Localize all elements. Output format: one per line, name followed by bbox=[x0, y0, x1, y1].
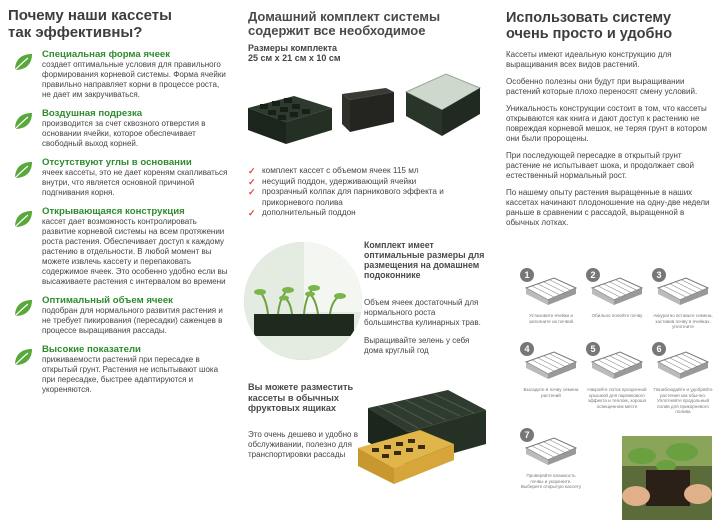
usage-step bbox=[520, 268, 582, 324]
feature-item bbox=[8, 295, 230, 336]
kit-item-label: дополнительный поддон bbox=[262, 208, 356, 217]
kit-product-image bbox=[246, 70, 482, 150]
kit-size-label: Размеры комплекта bbox=[248, 43, 337, 53]
feature-text: создает оптимальные условия для правильного формирования корневой системы. Форма ячейки правильно направляет корни в процессе роста, не дает им закручиваться. bbox=[42, 60, 226, 99]
step-badge: 5 bbox=[586, 342, 600, 356]
step-caption: Высадите в почву семена растений bbox=[523, 387, 579, 398]
leaf-icon bbox=[12, 346, 34, 368]
feature-text: производится за счет сквозного отверстия в основании ячейки, которое обеспечивает свободный выход корней. bbox=[42, 119, 206, 148]
step-badge: 4 bbox=[520, 342, 534, 356]
kit-item bbox=[248, 177, 488, 188]
usage-paragraph: При последующей пересадке в открытый грунт растение не испытывает шока, и продолжает свой естественный нормальный рост. bbox=[506, 151, 694, 180]
step-caption: Аккуратно вставьте семена, заставив почву в ячейках, уплотните bbox=[653, 313, 713, 330]
step-caption: Проверяйте влажность почвы и укорените. Выберите открытую кассету bbox=[520, 473, 582, 490]
kit-item bbox=[248, 208, 488, 219]
feature-item bbox=[8, 344, 230, 395]
check-icon: ✓ bbox=[248, 208, 256, 218]
feature-text: приживаемости растений при пересадке в открытый грунт. Растения не испытывают шока при пересадке, быстрее адаптируются и укореняются. bbox=[42, 355, 219, 394]
windowsill-text-2: Выращивайте зелень у себя дома круглый год bbox=[364, 336, 470, 355]
heading-why-effective: Почему наши кассеты так эффективны? bbox=[8, 7, 172, 41]
kit-item-label: прозрачный колпак для парникового эффекта и прикорневого полива bbox=[262, 187, 444, 207]
tray-with-lid bbox=[406, 74, 480, 136]
step-badge: 6 bbox=[652, 342, 666, 356]
kit-size-value: 25 см х 21 см х 10 см bbox=[248, 53, 341, 63]
feature-title: Открывающаяся конструкция bbox=[42, 206, 185, 217]
column-kit bbox=[240, 0, 490, 527]
cassette-strip bbox=[342, 88, 394, 132]
usage-paragraph: Кассеты имеют идеальную конструкцию для выращивания всех видов растений. bbox=[506, 50, 672, 69]
kit-item bbox=[248, 166, 488, 177]
windowsill-text-1: Объем ячеек достаточный для нормального роста большинства кулинарных трав. bbox=[364, 298, 481, 327]
crates-text: Это очень дешево и удобно в обслуживании, полезно для транспортировки рассады bbox=[248, 430, 358, 459]
step-caption: Установите ячейки и заполните их почвой bbox=[528, 313, 574, 324]
feature-title: Высокие показатели bbox=[42, 344, 141, 355]
feature-item bbox=[8, 157, 230, 198]
check-icon: ✓ bbox=[248, 166, 256, 176]
step-caption: Обильно полейте почву bbox=[591, 313, 643, 318]
usage-step bbox=[652, 342, 714, 415]
windowsill-heading: Комплект имеет оптимальные размеры для размещения на домашнем подоконнике bbox=[364, 240, 485, 280]
usage-paragraph: Уникальность конструкции состоит в том, что кассеты открываются как книга и дают доступ к растению не повреждая корневой мешок, не теряя грунт в котором они были пророщены. bbox=[506, 104, 707, 143]
feature-title: Воздушная подрезка bbox=[42, 108, 143, 119]
feature-item bbox=[8, 49, 230, 100]
feature-text: ячеек кассеты, это не дает кореням скапливаться внутри, что является основной причиной подгнивания корня. bbox=[42, 168, 228, 197]
step-badge: 2 bbox=[586, 268, 600, 282]
cassette-tray-1 bbox=[248, 96, 332, 144]
check-icon: ✓ bbox=[248, 187, 256, 197]
feature-text: кассет дает возможность контролировать развитие корневой системы на всем протяжении роста растения. Обеспечивает доступ к каждому растению в отдельности. В любой момент вы можете извлечь кассету и перепаковать содержимое ячеек. Это особенно удобно если вы высаживаете растения с интервалом во времени bbox=[42, 217, 228, 286]
feature-item bbox=[8, 108, 230, 149]
check-icon: ✓ bbox=[248, 176, 256, 187]
step-caption: Понаблюдайте и удобряйте растения как обычно. Уплотняйте продольный полив для прикорневого полива bbox=[653, 387, 713, 415]
usage-step bbox=[652, 268, 714, 330]
leaf-icon bbox=[12, 208, 34, 230]
usage-step bbox=[586, 342, 648, 409]
feature-title: Оптимальный объем ячеек bbox=[42, 295, 173, 306]
usage-step bbox=[520, 342, 582, 398]
column-why-effective bbox=[0, 0, 236, 527]
usage-step bbox=[586, 268, 648, 319]
crates-heading: Вы можете разместить кассеты в обычных фруктовых ящиках bbox=[248, 382, 354, 413]
kit-items-list bbox=[248, 166, 488, 219]
leaf-icon bbox=[12, 110, 34, 132]
step-badge: 1 bbox=[520, 268, 534, 282]
kit-item-label: несущий поддон, удерживающий ячейки bbox=[262, 176, 417, 186]
feature-title: Специальная форма ячеек bbox=[42, 49, 171, 60]
heading-kit: Домашний комплект системы содержит все необходимое bbox=[248, 9, 441, 38]
seedlings-image bbox=[244, 242, 362, 360]
step-badge: 3 bbox=[652, 268, 666, 282]
feature-title: Отсутствуют углы в основании bbox=[42, 157, 192, 168]
step-badge: 7 bbox=[520, 428, 534, 442]
leaf-icon bbox=[12, 297, 34, 319]
windowsill-photo bbox=[244, 242, 362, 360]
usage-paragraphs bbox=[506, 50, 712, 228]
heading-usage: Использовать систему очень просто и удобно bbox=[506, 10, 673, 42]
usage-step bbox=[520, 428, 582, 490]
step-caption: Накройте лоток прозрачной крышкой для парникового эффекта и теплом, хорошо освещенном месте bbox=[587, 387, 647, 409]
leaf-icon bbox=[12, 51, 34, 73]
leaf-icon bbox=[12, 159, 34, 181]
kit-item bbox=[248, 187, 488, 208]
feature-text: подобран для нормального развития растения и не требует пикирования (пересадки) саженцев в процессе выращивания рассады. bbox=[42, 306, 223, 335]
hands-planting-photo bbox=[622, 436, 712, 520]
usage-paragraph: Особенно полезны они будут при выращивании растений которые плохо переносят смену условий. bbox=[506, 77, 698, 96]
features-list bbox=[8, 49, 230, 395]
crates-image bbox=[358, 388, 488, 484]
windowsill-block bbox=[240, 236, 490, 364]
usage-paragraph: По нашему опыту растения выращенные в наших кассетах начинают плодоношение на одну-две недели раньше в сравнении с рассадой, выращенной в обычных лотках. bbox=[506, 188, 710, 227]
kit-item-label: комплект кассет с объемом ячеек 115 мл bbox=[262, 166, 419, 175]
feature-item bbox=[8, 206, 230, 287]
